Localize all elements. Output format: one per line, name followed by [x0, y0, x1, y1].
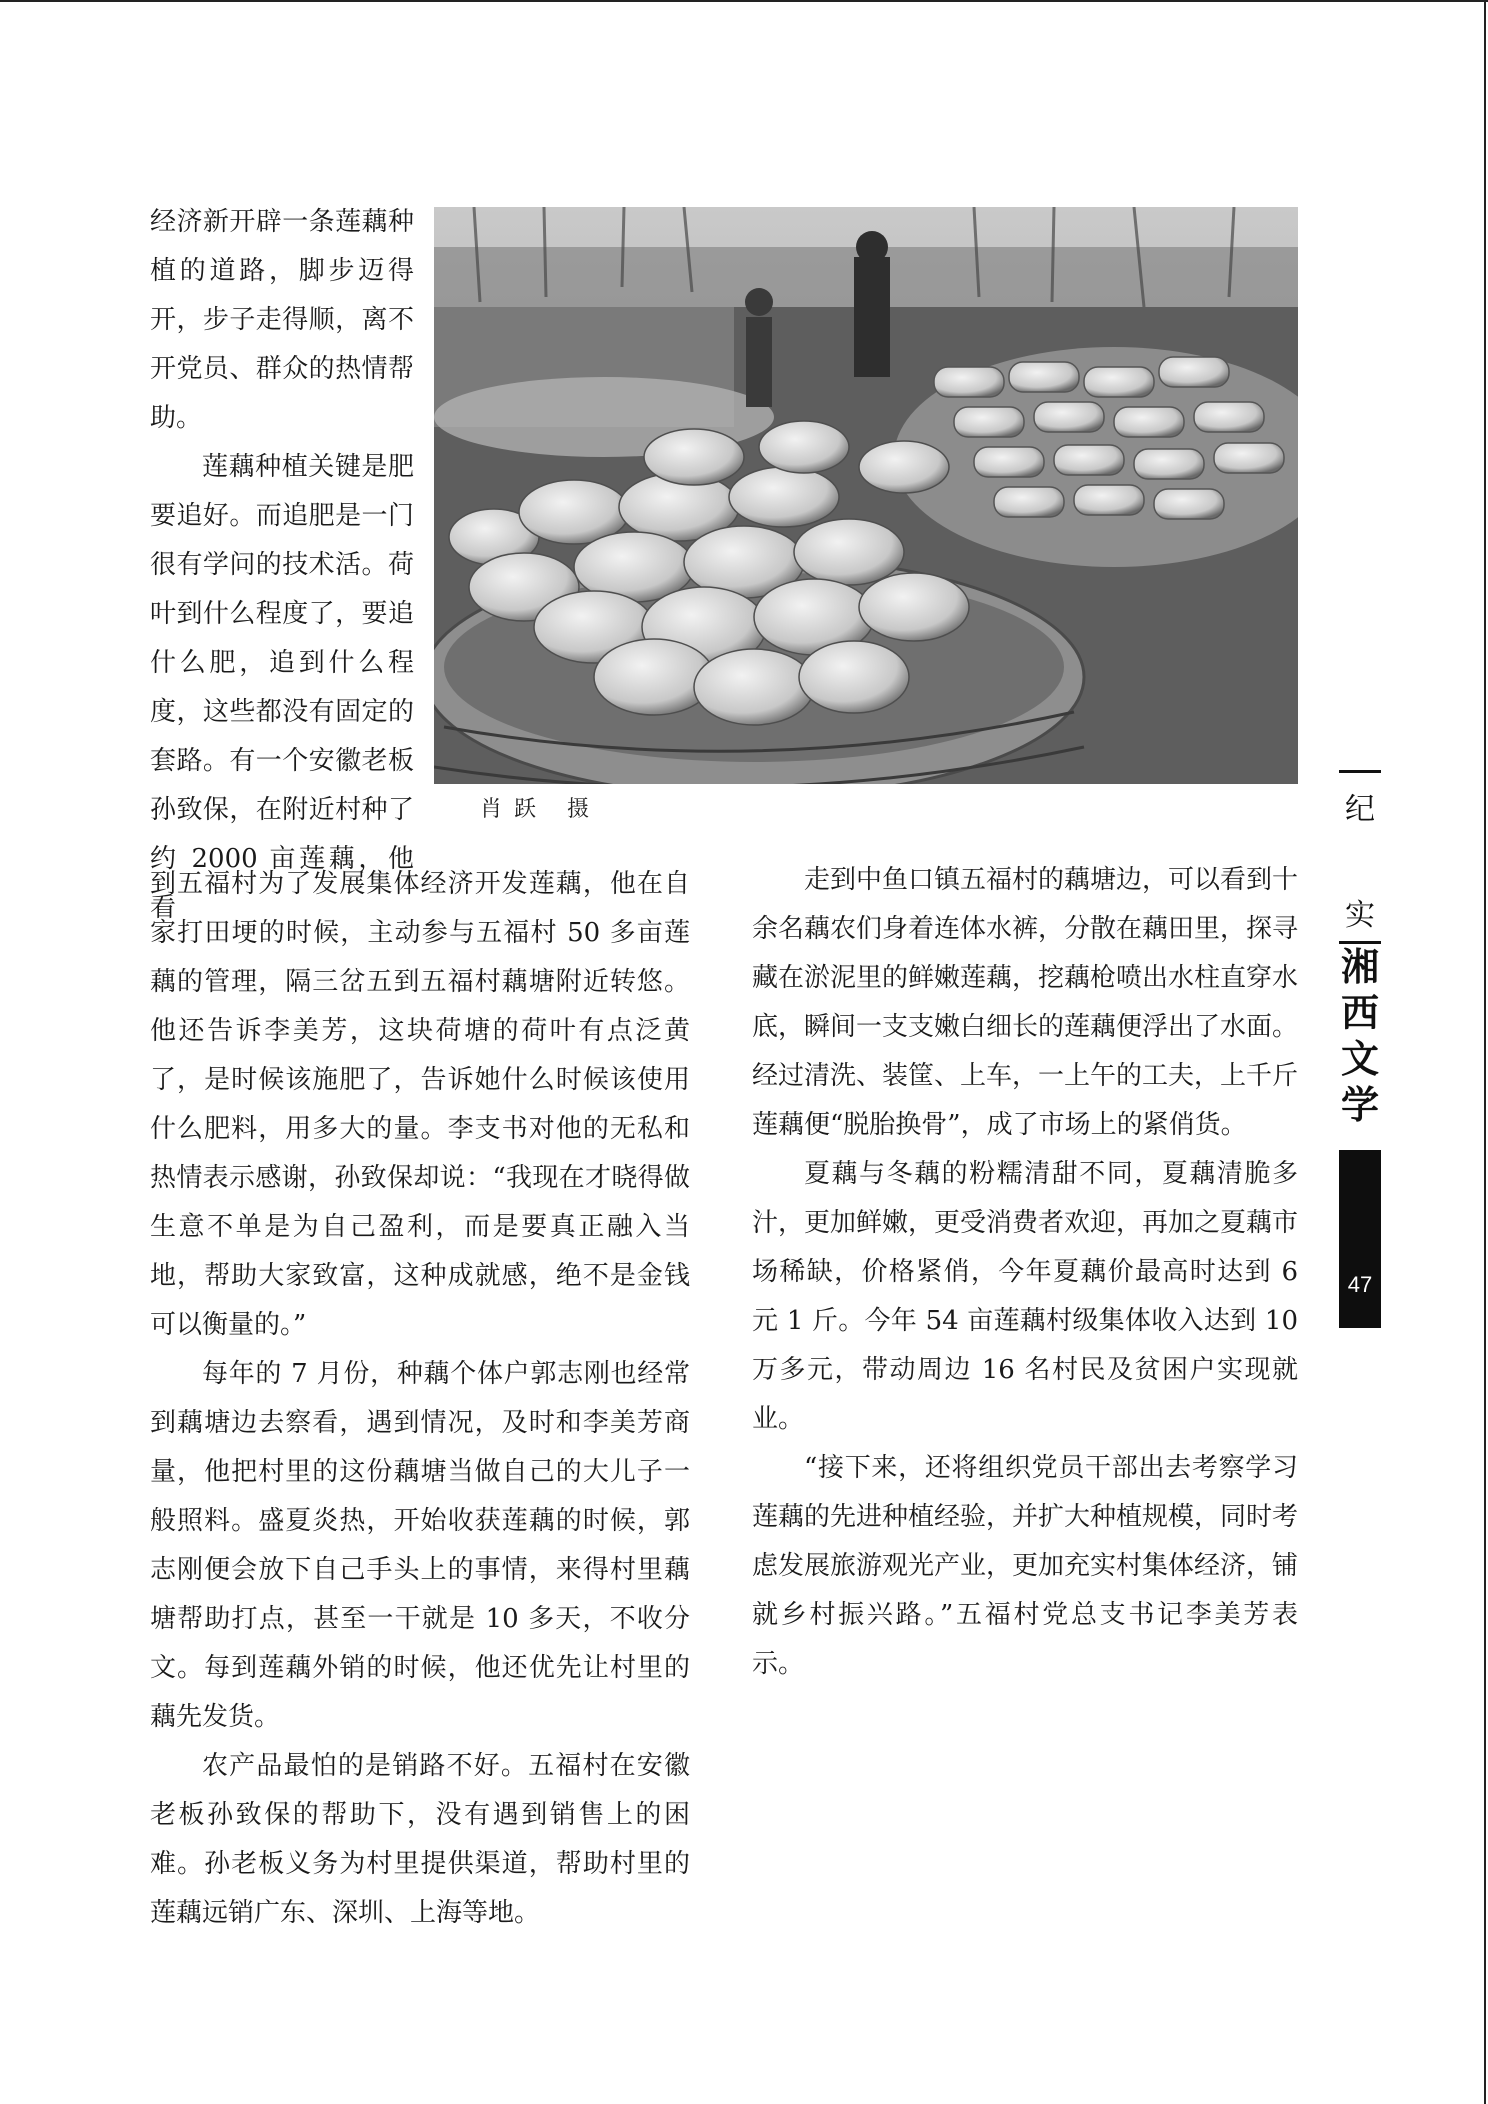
- right-text-column: [752, 856, 1298, 1689]
- sidebar-rule: [1339, 770, 1381, 773]
- paragraph: 经济新开辟一条莲藕种植的道路，脚步迈得开，步子走得顺，离不开党员、群众的热情帮助。: [150, 207, 414, 433]
- left-text-column: [150, 860, 690, 1938]
- photo-illustration: [434, 207, 1298, 784]
- paragraph: 到五福村为了发展集体经济开发莲藕，他在自家打田埂的时候，主动参与五福村 50 多亩莲藕的管理，隔三岔五到五福村藕塘附近转悠。他还告诉李美芳，这块荷塘的荷叶有点泛黄了，是时候该施肥了，告诉她什么时候该使用什么肥料，用多大的量。李支书对他的无私和热情表示感谢，孙致保却说：“我现在才晓得做生意不单是为自己盈利，而是要真正融入当地，帮助大家致富，这种成就感，绝不是金钱可以衡量的。”: [150, 869, 690, 1340]
- right-border-line: [1484, 0, 1486, 2104]
- photo-caption: 肖跃 摄: [480, 797, 601, 822]
- paragraph: 农产品最怕的是销路不好。五福村在安徽老板孙致保的帮助下，没有遇到销售上的困难。孙老板义务为村里提供渠道，帮助村里的莲藕远销广东、深圳、上海等地。: [150, 1751, 690, 1928]
- page-number: 47: [1347, 1272, 1373, 1297]
- section-char: 纪: [1345, 792, 1375, 827]
- magazine-brand: 湘西文学: [1340, 944, 1379, 1127]
- lotus-harvest-photo: [434, 207, 1298, 784]
- section-char: 实: [1345, 898, 1375, 933]
- page-number-block: [1339, 1150, 1381, 1328]
- paragraph: “接下来，还将组织党员干部出去考察学习莲藕的先进种植经验，并扩大种植规模，同时考虑发展旅游观光产业，更加充实村集体经济，铺就乡村振兴路。”五福村党总支书记李美芳表示。: [752, 1453, 1299, 1679]
- paragraph: 夏藕与冬藕的粉糯清甜不同，夏藕清脆多汁，更加鲜嫩，更受消费者欢迎，再加之夏藕市场稀缺，价格紧俏，今年夏藕价最高时达到 6 元 1 斤。今年 54 亩莲藕村级集体收入达到 10 万多元，带动周边 16 名村民及贫困户实现就业。: [752, 1159, 1299, 1434]
- top-border-line: [0, 0, 1488, 2]
- section-sidebar: [1339, 770, 1381, 1128]
- paragraph: 走到中鱼口镇五福村的藕塘边，可以看到十余名藕农们身着连体水裤，分散在藕田里，探寻藏在淤泥里的鲜嫩莲藕，挖藕枪喷出水柱直穿水底，瞬间一支支嫩白细长的莲藕便浮出了水面。经过清洗、装筐、上车，一上午的工夫，上千斤莲藕便“脱胎换骨”，成了市场上的紧俏货。: [752, 865, 1299, 1140]
- paragraph: 每年的 7 月份，种藕个体户郭志刚也经常到藕塘边去察看，遇到情况，及时和李美芳商量，他把村里的这份藕塘当做自己的大儿子一般照料。盛夏炎热，开始收获莲藕的时候，郭志刚便会放下自己手头上的事情，来得村里藕塘帮助打点，甚至一干就是 10 多天，不收分文。每到莲藕外销的时候，他还优先让村里的藕先发货。: [150, 1359, 690, 1732]
- narrow-text-column: [150, 198, 414, 933]
- paragraph: 莲藕种植关键是肥要追好。而追肥是一门很有学问的技术活。荷叶到什么程度了，要追什么肥，追到什么程度，这些都没有固定的套路。有一个安徽老板孙致保，在附近村种了约 2000 亩莲藕，他看: [150, 452, 414, 923]
